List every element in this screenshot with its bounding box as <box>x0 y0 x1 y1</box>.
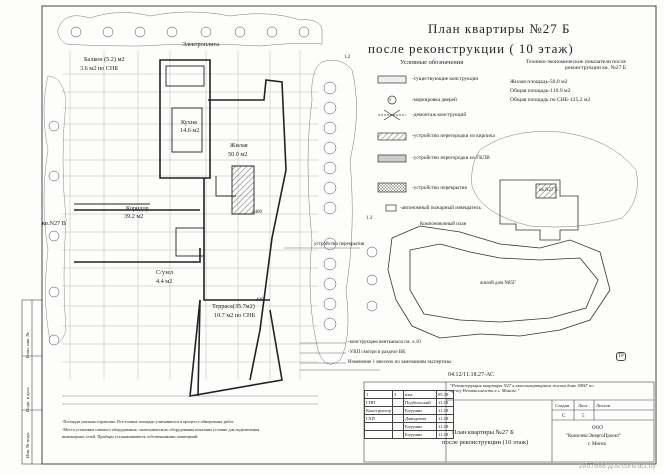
signature-cell-name: Бодунин <box>403 407 436 415</box>
legend-item: -маркировка дверей <box>412 97 457 103</box>
signature-row <box>365 423 454 431</box>
signature-cell-role: ГАП <box>365 415 393 423</box>
signature-table <box>364 390 454 439</box>
signature-cell-n <box>392 399 403 407</box>
dim-400: 400 <box>256 298 264 303</box>
legend-item: -устройство перекрытия <box>412 185 467 191</box>
signature-cell-date: 11.18 <box>436 423 453 431</box>
kitchen-area: 14.6 м2 <box>180 127 200 134</box>
signature-cell-name: Бодунин <box>403 423 436 431</box>
project-description: "Реконструкция квартиры N27 в многоквартирном жилом доме N85Г по пр-ту Независимости в г. Минске." <box>450 383 594 393</box>
signature-row <box>365 431 454 439</box>
side-vzam: Взам. инв. № <box>25 332 30 358</box>
signature-cell-name: Бодунин <box>403 431 436 439</box>
signature-cell-date: 11.18 <box>436 415 453 423</box>
sheet-name-line1: План квартиры №27 Б <box>452 429 514 436</box>
note: -Места установки санового оборудования, сантехнического оборудования показаны условно для подключения <box>62 427 260 432</box>
signature-row <box>365 415 454 423</box>
signature-cell-n: 3 <box>392 391 403 399</box>
signature-row <box>365 407 454 415</box>
tech-header: Технико-экономические показатели после реконструкции кв. №27 Б <box>525 59 626 71</box>
balcony-snb: 3.6 м2 по СНБ <box>80 65 118 72</box>
legend-item: -устройство перегородки из кирпича <box>412 133 495 139</box>
wc-area: 4.4 м2 <box>156 278 173 285</box>
signature-cell-name: Подбельский <box>403 399 436 407</box>
signature-cell-date: 11.18 <box>436 431 453 439</box>
dim-2400: 2400 <box>252 210 262 215</box>
legend-header: Условные обозначения <box>400 59 464 66</box>
legend-item: -существующие конструкции <box>412 76 479 82</box>
side-inv: Инв. № подл. <box>25 431 30 458</box>
drawing-title-line2: после реконструкции ( 10 этаж) <box>368 41 574 56</box>
tech-living-area: Жилая площадь-50.0 м2 <box>510 79 568 85</box>
sheet-header: Лист <box>578 403 588 408</box>
signature-cell-name: изм. <box>403 391 436 399</box>
org-line1: ООО <box>592 426 603 431</box>
side-strip <box>16 0 56 474</box>
signature-cell-n <box>392 423 403 431</box>
stage-value: С <box>562 414 566 419</box>
signature-cell-name: Давидович <box>403 415 436 423</box>
watermark: 2857688 для contract.by <box>578 463 656 470</box>
terrace-label: Терраса(35.7м2) <box>212 303 255 310</box>
neighbour-flat-label: кв.N27 В <box>42 220 66 227</box>
sheets-header: Листов <box>596 403 611 408</box>
living-label: Жилая <box>230 142 248 149</box>
side-sign: Подп. и дата <box>25 387 30 412</box>
signature-cell-role: ГИП <box>365 399 393 407</box>
note: -Площади указаны справочно. Все точные площади учитываются в процессе обмерочных работ <box>62 419 234 424</box>
org-line2: "КомплексЭнергоПроект" <box>566 434 622 439</box>
keyplan-house-label: жилой дом N85Г <box>480 281 516 286</box>
org-line3: г. Минск <box>588 442 607 447</box>
signature-cell-date: 11.18 <box>436 407 453 415</box>
vk-annotation: -УВП смотри в разделе ВК <box>348 350 406 355</box>
electric-stove-label: Электроплита <box>182 41 219 48</box>
signature-cell-role <box>365 423 393 431</box>
legend-item: -демонтаж конструкций <box>412 112 467 118</box>
stage-header: Стадия <box>555 403 570 408</box>
drawing-title-line1: План квартиры №27 Б <box>428 21 571 36</box>
living-area: 50.0 м2 <box>228 151 248 158</box>
kitchen-label: Кухня <box>181 119 198 126</box>
section-1-3: 1.3 <box>366 216 373 221</box>
corridor-label: Коридор <box>126 205 149 212</box>
door-marker-symbol: 3 <box>389 97 392 102</box>
vent-annotation: -конструкцию вентканала см. л.10 <box>348 340 421 345</box>
legend-item: -устройство перегородки из ГКЛВ <box>412 155 490 161</box>
tech-total-snb: Общая площадь по СНБ-125.2 м2 <box>510 97 591 103</box>
signature-row <box>365 399 454 407</box>
signature-row <box>365 391 454 399</box>
signature-cell-n <box>392 415 403 423</box>
signature-cell-role: 1 <box>365 391 393 399</box>
terrace-snb: 10.7 м2 по СНБ <box>214 312 256 319</box>
signature-cell-date: 05.19 <box>436 391 453 399</box>
signature-cell-role <box>365 431 393 439</box>
tech-total-area: Общая площадь-110.9 м2 <box>510 88 571 94</box>
sheet-value: 5 <box>582 414 585 419</box>
signature-cell-n <box>392 407 403 415</box>
keyplan-flat-label: кв.N27 Б <box>539 188 558 193</box>
note: инженерных сетей. Приборы устанавливаются собственниками помещений. <box>62 434 199 439</box>
corridor-area: 39.2 м2 <box>124 213 144 220</box>
signature-cell-n <box>392 431 403 439</box>
change-annotation: Изменение 1 внесено по замечаниям экспертизы <box>348 360 452 365</box>
wc-label: С/узел <box>156 269 174 276</box>
project-code: 04.12/11.18.27-АС <box>448 372 494 378</box>
balcony-label: Балкон (5.2) м2 <box>84 56 125 63</box>
keyplan-title: Компоновочный план <box>420 222 467 227</box>
signature-cell-role: Конструктор <box>366 408 391 413</box>
section-1-2: 1.2 <box>344 55 351 60</box>
tr-badge: ТР <box>618 354 624 359</box>
slab-annotation: устройство перекрытия <box>314 242 365 247</box>
signature-cell-date: 11.18 <box>436 399 453 407</box>
legend-item: -автономный пожарный извещатель <box>400 205 481 211</box>
sheet-name-line2: после реконструкции (10 этаж) <box>442 439 529 446</box>
